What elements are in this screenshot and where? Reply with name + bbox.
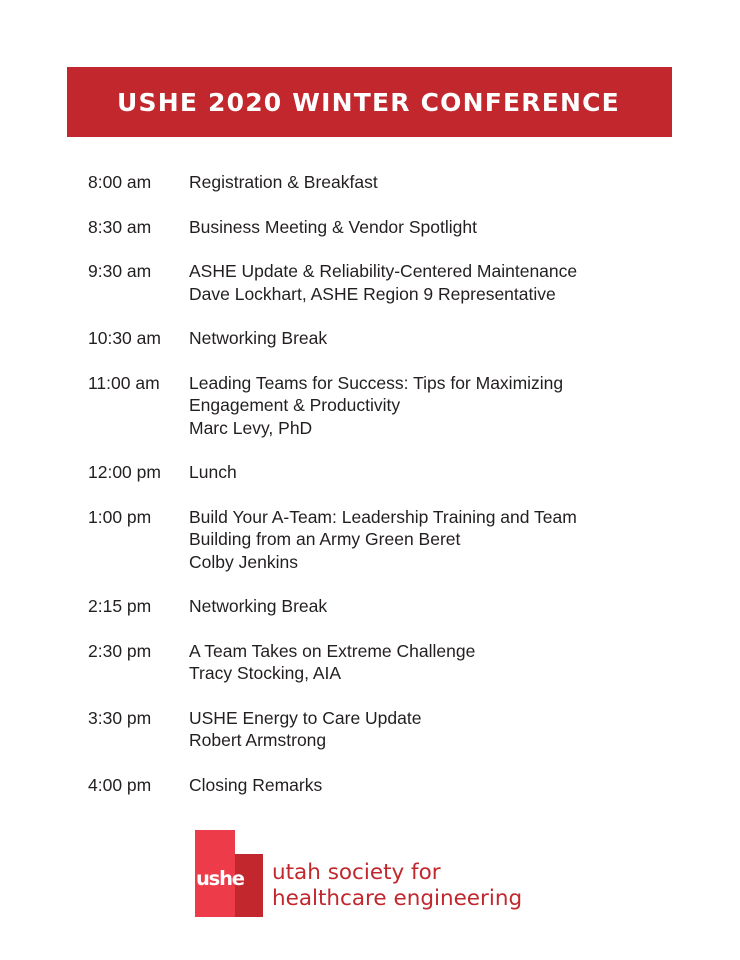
schedule-row bbox=[88, 260, 678, 305]
session-details bbox=[189, 774, 678, 797]
schedule-row bbox=[88, 595, 678, 618]
session-title: A Team Takes on Extreme Challenge bbox=[189, 640, 476, 661]
session-time: 2:30 pm bbox=[88, 640, 152, 661]
session-time: 8:30 am bbox=[88, 216, 152, 237]
session-details bbox=[189, 260, 678, 305]
session-time: 10:30 am bbox=[88, 328, 161, 348]
schedule-row bbox=[88, 461, 678, 484]
session-details bbox=[189, 461, 678, 484]
session-title: Lunch bbox=[189, 462, 237, 482]
schedule-row bbox=[88, 640, 678, 685]
session-time: 1:00 pm bbox=[88, 506, 152, 527]
page-title: USHE 2020 WINTER CONFERENCE bbox=[117, 87, 620, 117]
session-title-continued: Engagement & Productivity bbox=[189, 395, 401, 415]
session-speaker: Colby Jenkins bbox=[189, 551, 298, 572]
session-title: Registration & Breakfast bbox=[189, 172, 378, 192]
logo-mark-text: ushe bbox=[196, 867, 244, 890]
session-time: 4:00 pm bbox=[88, 774, 152, 795]
schedule-row bbox=[88, 171, 678, 194]
session-speaker: Tracy Stocking, AIA bbox=[189, 663, 342, 683]
logo-wordmark bbox=[272, 860, 522, 912]
logo-line-1: utah society for bbox=[272, 860, 441, 885]
session-details bbox=[189, 506, 678, 574]
schedule-row bbox=[88, 707, 678, 752]
ushe-logo bbox=[195, 830, 575, 920]
session-title: Networking Break bbox=[189, 596, 328, 616]
session-details bbox=[189, 216, 678, 239]
session-time: 3:30 pm bbox=[88, 707, 152, 728]
session-time: 11:00 am bbox=[88, 372, 160, 393]
session-title: ASHE Update & Reliability-Centered Maintenance bbox=[189, 261, 578, 281]
session-time: 2:15 pm bbox=[88, 596, 152, 616]
schedule-row bbox=[88, 216, 678, 239]
header-banner bbox=[67, 67, 672, 137]
session-time: 8:00 am bbox=[88, 172, 152, 192]
session-title: Business Meeting & Vendor Spotlight bbox=[189, 216, 477, 237]
session-details bbox=[189, 595, 678, 618]
session-time: 9:30 am bbox=[88, 261, 152, 281]
schedule-row bbox=[88, 506, 678, 574]
session-title-continued: Building from an Army Green Beret bbox=[189, 529, 461, 549]
session-title: Closing Remarks bbox=[189, 774, 323, 795]
session-details bbox=[189, 171, 678, 194]
session-speaker: Dave Lockhart, ASHE Region 9 Representative bbox=[189, 283, 556, 304]
schedule-list bbox=[88, 171, 678, 818]
session-details bbox=[189, 372, 678, 440]
logo-line-2: healthcare engineering bbox=[272, 886, 523, 911]
schedule-row bbox=[88, 774, 678, 797]
session-details bbox=[189, 707, 678, 752]
session-speaker: Robert Armstrong bbox=[189, 730, 327, 750]
session-time: 12:00 pm bbox=[88, 462, 161, 482]
session-title: Build Your A-Team: Leadership Training and Team bbox=[189, 506, 577, 527]
session-details bbox=[189, 327, 678, 350]
schedule-row bbox=[88, 327, 678, 350]
session-details bbox=[189, 640, 678, 685]
session-title: USHE Energy to Care Update bbox=[189, 707, 422, 728]
session-speaker: Marc Levy, PhD bbox=[189, 417, 313, 438]
schedule-row bbox=[88, 372, 678, 440]
ushe-logo-mark bbox=[195, 830, 263, 917]
session-title: Networking Break bbox=[189, 328, 328, 348]
session-title: Leading Teams for Success: Tips for Maximizing bbox=[189, 372, 564, 393]
